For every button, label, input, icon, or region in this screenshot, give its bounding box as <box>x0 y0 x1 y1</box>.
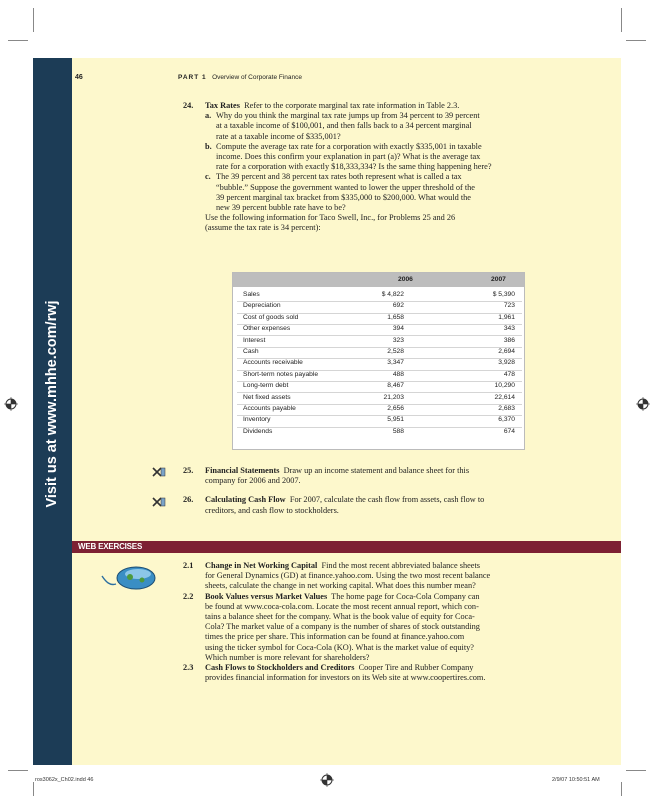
crop-mark <box>626 770 646 771</box>
problem-number: 26. <box>183 495 194 505</box>
sidebar-url-text: Visit us at www.mhhe.com/rwj <box>44 300 60 508</box>
text-line: “bubble.” Suppose the government wanted to lower the upper threshold of the <box>216 182 475 192</box>
table-row <box>243 337 516 347</box>
value-2006: 2,528 <box>387 348 404 355</box>
value-2007: 2,683 <box>498 405 515 412</box>
problem-26 <box>183 495 553 515</box>
table-row <box>243 348 516 358</box>
text-line: at a taxable income of $100,001, and then falls back to a 34 percent marginal <box>216 121 472 131</box>
crop-mark <box>621 782 622 796</box>
column-header-2007: 2007 <box>491 276 506 283</box>
table-row <box>243 291 516 301</box>
text-line: 39 percent marginal tax bracket from $335,000 to $200,000. What would the <box>216 192 471 202</box>
table-row <box>243 382 516 392</box>
exercise-number: 2.1 <box>183 561 194 570</box>
running-head <box>178 74 302 81</box>
column-header-2006: 2006 <box>398 276 413 283</box>
row-label: Dividends <box>243 427 273 435</box>
crop-mark <box>33 8 34 32</box>
problem-title: Financial Statements <box>205 466 280 475</box>
problem-intro: Refer to the corporate marginal tax rate information in Table 2.3. <box>244 101 460 110</box>
row-label: Other expenses <box>243 325 291 333</box>
row-label: Accounts receivable <box>243 359 303 367</box>
value-2007: 6,370 <box>498 416 515 424</box>
text-line: be found at www.coca-cola.com. Locate the most recent annual report, which con- <box>205 601 479 611</box>
problem-number: 24. <box>183 101 194 110</box>
value-2006: 394 <box>392 325 404 333</box>
subpart-c <box>205 172 553 213</box>
problem-number: 25. <box>183 466 194 475</box>
text-line: provides financial information for investors on its Web site at www.coopertires.com. <box>205 673 486 683</box>
exercise-title: Change in Net Working Capital <box>205 561 318 570</box>
web-exercise-2-1 <box>183 561 553 592</box>
web-exercise-2-2 <box>183 592 553 663</box>
registration-mark-icon <box>636 397 650 411</box>
value-2006: 488 <box>392 370 404 378</box>
crop-mark <box>626 40 646 41</box>
text-line: Draw up an income statement and balance sheet for this <box>283 466 470 475</box>
table-row <box>243 416 516 426</box>
value-2007: 343 <box>503 325 515 333</box>
registration-mark-icon <box>4 397 18 411</box>
text-line: The home page for Coca-Cola Company can <box>331 591 480 601</box>
problem-24 <box>183 101 553 213</box>
value-2007: $ 5,390 <box>492 291 515 298</box>
spreadsheet-icon <box>152 467 166 477</box>
subpart-label: a. <box>205 111 212 121</box>
exercise-title: Cash Flows to Stockholders and Creditors <box>205 663 355 673</box>
row-label: Sales <box>243 291 260 298</box>
financial-data-table <box>232 272 525 450</box>
value-2007: 723 <box>503 302 515 310</box>
subpart-label: c. <box>205 172 211 182</box>
exercise-title: Book Values versus Market Values <box>205 591 328 601</box>
exercise-number: 2.2 <box>183 591 194 601</box>
value-2006: $ 4,822 <box>381 291 404 298</box>
web-exercise-2-3 <box>183 663 553 683</box>
text-line: times the price per share. This information can be found at finance.yahoo.com <box>205 632 465 642</box>
problem-title: Calculating Cash Flow <box>205 495 286 505</box>
value-2006: 21,203 <box>383 393 404 401</box>
table-row <box>243 371 516 381</box>
text-line: tains a balance sheet for the company. What is the book value of equity for Coca- <box>205 612 475 622</box>
part-title: Overview of Corporate Finance <box>212 74 303 81</box>
text-line: new 39 percent bubble rate have to be? <box>216 203 346 213</box>
value-2007: 10,290 <box>494 382 515 390</box>
text-line: rate for a corporation with exactly $18,333,334? Is the same thing happening here? <box>216 162 492 172</box>
row-label: Depreciation <box>243 302 281 310</box>
web-exercises-bar <box>72 541 621 553</box>
text-line: sheets, calculate the change in net working capital. What does this number mean? <box>205 581 476 591</box>
problem-title: Tax Rates <box>205 101 240 110</box>
text-line: Cola? The market value of a company is the number of shares of stock outstanding <box>205 622 480 632</box>
text-line: Which number is more relevant for shareholders? <box>205 652 370 662</box>
value-2007: 478 <box>503 370 515 378</box>
row-label: Net fixed assets <box>243 393 291 401</box>
table-row <box>243 302 516 312</box>
crop-mark <box>8 770 28 771</box>
print-timestamp: 2/9/07 10:50:51 AM <box>552 777 600 783</box>
part-label: PART 1 <box>178 74 207 81</box>
text-line: Use the following information for Taco Swell, Inc., for Problems 25 and 26 <box>205 213 456 223</box>
subpart-label: b. <box>205 141 212 151</box>
text-line: The 39 percent and 38 percent tax rates both represent what is called a tax <box>216 172 462 182</box>
table-row <box>243 325 516 335</box>
value-2006: 8,467 <box>387 382 404 390</box>
value-2007: 386 <box>503 336 515 344</box>
web-exercises-list <box>183 561 553 683</box>
value-2006: 2,656 <box>387 405 404 412</box>
text-line: for General Dynamics (GD) at finance.yahoo.com. Using the two most recent balance <box>205 571 491 581</box>
row-label: Cash <box>243 348 259 355</box>
row-label: Long-term debt <box>243 382 289 390</box>
crop-mark <box>621 8 622 32</box>
text-line: Why do you think the marginal tax rate jumps up from 34 percent to 39 percent <box>216 111 480 121</box>
crop-mark <box>8 40 28 41</box>
value-2007: 22,614 <box>494 393 515 401</box>
table-row <box>243 314 516 324</box>
registration-mark-icon <box>320 773 334 787</box>
crop-mark <box>33 782 34 796</box>
value-2006: 3,347 <box>387 359 404 367</box>
value-2006: 323 <box>392 336 404 344</box>
table-header <box>233 273 524 287</box>
text-line: rate at a taxable income of $335,001? <box>216 131 341 141</box>
text-line: income. Does this confirm your explanation in part (a)? What is the average tax <box>216 152 481 162</box>
spreadsheet-icon <box>152 497 166 507</box>
text-line: Find the most recent abbreviated balance sheets <box>321 561 481 570</box>
row-label: Inventory <box>243 416 271 424</box>
value-2006: 5,951 <box>387 416 404 424</box>
use-info-paragraph <box>183 213 553 233</box>
page-number: 46 <box>75 74 83 81</box>
web-exercises-heading: WEB EXERCISES <box>78 542 143 551</box>
table-row <box>243 428 516 438</box>
row-label: Accounts payable <box>243 405 296 412</box>
value-2006: 1,658 <box>387 313 404 321</box>
text-line: company for 2006 and 2007. <box>205 476 301 486</box>
problem-25 <box>183 466 553 486</box>
text-line: For 2007, calculate the cash flow from assets, cash flow to <box>289 495 485 505</box>
exercise-number: 2.3 <box>183 663 194 673</box>
computer-mouse-icon <box>100 562 160 594</box>
value-2006: 692 <box>392 302 404 310</box>
value-2007: 2,694 <box>498 348 515 355</box>
value-2007: 1,961 <box>498 313 515 321</box>
problems-25-26 <box>183 466 553 516</box>
value-2006: 588 <box>392 427 404 435</box>
text-line: creditors, and cash flow to stockholders. <box>205 505 339 515</box>
row-label: Cost of goods sold <box>243 313 299 321</box>
text-line: using the ticker symbol for Coca-Cola (KO). What is the market value of equity? <box>205 642 474 652</box>
file-slug: ros3062x_Ch02.indd 46 <box>35 777 94 783</box>
row-label: Interest <box>243 336 266 344</box>
row-label: Short-term notes payable <box>243 370 319 378</box>
value-2007: 674 <box>503 427 515 435</box>
text-line: (assume the tax rate is 34 percent): <box>205 223 321 233</box>
value-2007: 3,928 <box>498 359 515 367</box>
text-line: Compute the average tax rate for a corporation with exactly $335,001 in taxable <box>216 141 482 151</box>
problems-section <box>183 101 553 234</box>
table-row <box>243 405 516 415</box>
text-line: Cooper Tire and Rubber Company <box>358 663 474 673</box>
table-row <box>243 394 516 404</box>
table-row <box>243 359 516 369</box>
subpart-b <box>205 142 553 173</box>
subpart-a <box>205 111 553 142</box>
